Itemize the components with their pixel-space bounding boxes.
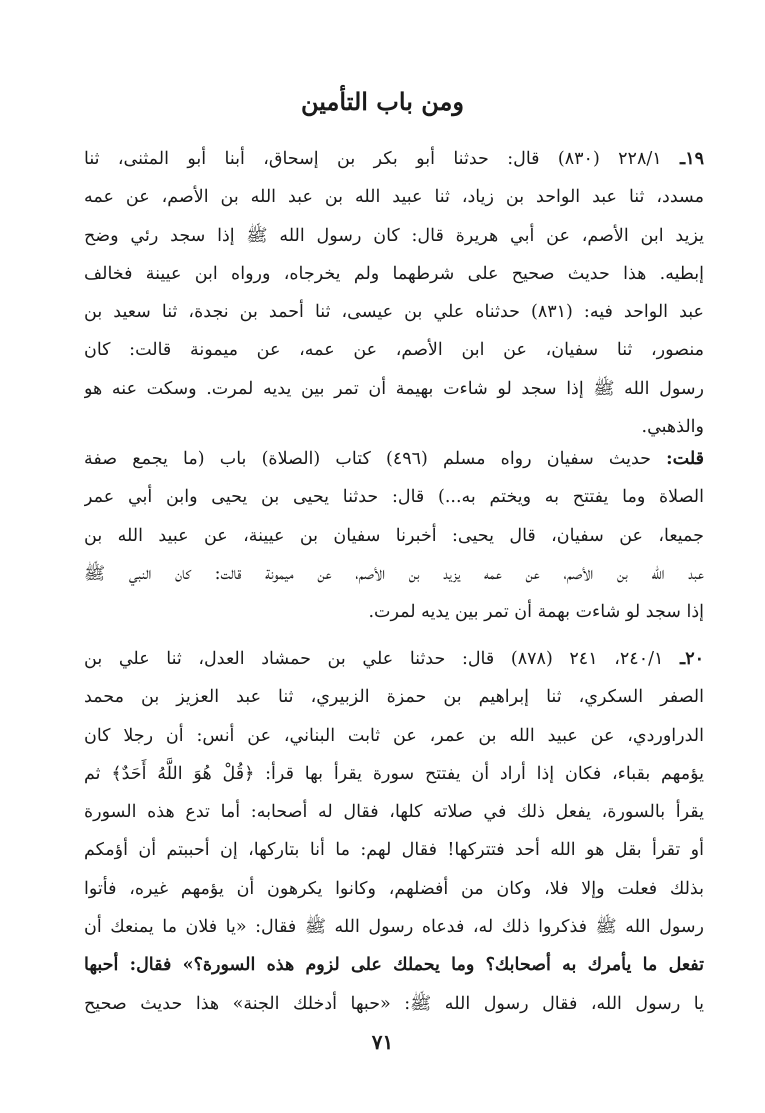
hadith-number: ٢٠ـ <box>680 649 704 669</box>
text-line: رسول الله ﷺ إذا سجد لو شاءت بهيمة أن تمر بين يديه لمرت. وسكت عنه هو <box>84 378 704 399</box>
text-line: يقرأ بالسورة، يفعل ذلك في صلاته كلها، فقال له أصحابه: أما تدع هذه السورة <box>84 802 704 823</box>
text-line: ١٩ـ ٢٢٨/١ (٨٣٠) قال: حدثنا أبو بكر بن إسحاق، أبنا أبو المثنى، ثنا <box>84 149 704 169</box>
text-line: رسول الله ﷺ فذكروا ذلك له، فدعاه رسول الله ﷺ فقال: «يا فلان ما يمنعك أن <box>84 917 704 938</box>
text-line: يا رسول الله، فقال رسول الله ﷺ: «حبها أدخلك الجنة» هذا حديث صحيح <box>84 993 704 1014</box>
text-line: بذلك فعلت وإلا فلا، وكان من أفضلهم، وكانوا يكرهون أن يؤمهم غيره، فأتوا <box>84 878 704 899</box>
text-line: أو تقرأ بقل هو الله أحد فتتركها! فقال لهم: ما أنا بتاركها، إن أحببتم أن أؤمكم <box>84 840 704 861</box>
qult-label: قلت: <box>666 449 704 469</box>
text-line: يؤمهم بقباء، فكان إذا أراد أن يفتتح سورة يقرأ بها قرأ: ﴿قُلْ هُوَ اللَّهُ أَحَدٌ﴾ ثم <box>84 763 704 784</box>
text-line: الدراوردي، عن عبيد الله بن عمر، عن ثابت البناني، عن أنس: أن رجلا كان <box>84 725 704 746</box>
text-line: تفعل ما يأمرك به أصحابك؟ وما يحملك على لزوم هذه السورة؟» فقال: أحبها <box>84 955 704 976</box>
text-line: ٢٠ـ ٢٤٠/١، ٢٤١ (٨٧٨) قال: حدثنا علي بن حمشاد العدل، ثنا علي بن <box>84 649 704 669</box>
text-line: الصلاة وما يفتتح به ويختم به...) قال: حدثنا يحيى بن يحيى وابن أبي عمر <box>84 487 704 508</box>
text-line: عبد الواحد فيه: (٨٣١) حدثناه علي بن عيسى، ثنا أحمد بن نجدة، ثنا سعيد بن <box>84 302 704 323</box>
text-line: يزيد ابن الأصم، عن أبي هريرة قال: كان رسول الله ﷺ إذا سجد رئي وضح <box>84 225 704 246</box>
text-line: عبد الله بن الأصم، عن عمه يزيد بن الأصم، عن ميمونة قالت: كان النبي ﷺ <box>84 563 704 584</box>
text-line: إبطيه. هذا حديث صحيح على شرطهما ولم يخرجاه، ورواه ابن عيينة فخالف <box>84 263 704 284</box>
text-line: إذا سجد لو شاءت بهمة أن تمر بين يديه لمرت. <box>368 602 704 623</box>
hadith-20-paragraph <box>84 640 704 1023</box>
text-line: منصور، ثنا سفيان، عن ابن الأصم، عن عمه، عن ميمونة قالت: كان <box>84 340 704 361</box>
page-number: ٧١ <box>371 1030 394 1054</box>
hadith-19-paragraph <box>84 140 704 446</box>
chapter-title: ومن باب التأمين <box>301 87 464 116</box>
hadith-number: ١٩ـ <box>680 149 704 169</box>
text-line: جميعا، عن سفيان، قال يحيى: أخبرنا سفيان بن عيينة، عن عبيد الله بن <box>84 525 704 546</box>
text-line: قلت: حديث سفيان رواه مسلم (٤٩٦) كتاب (الصلاة) باب (ما يجمع صفة <box>84 449 704 469</box>
text-line: الصفر السكري، ثنا إبراهيم بن حمزة الزبيري، ثنا عبد العزيز بن محمد <box>84 687 704 708</box>
qult-commentary-paragraph <box>84 440 704 631</box>
text-line: والذهبي. <box>641 417 704 438</box>
text-line: مسدد، ثنا عبد الواحد بن زياد، ثنا عبيد الله بن عبد الله بن الأصم، عن عمه <box>84 187 704 208</box>
